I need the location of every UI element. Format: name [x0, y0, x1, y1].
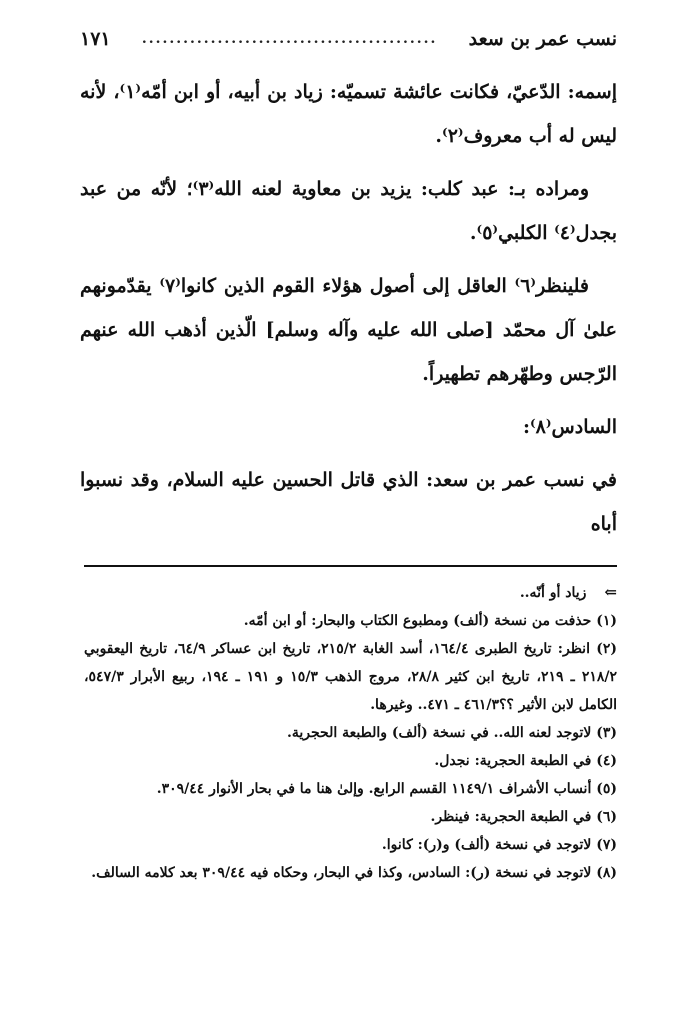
- footnotes: [84, 578, 617, 887]
- main-text: [80, 70, 617, 555]
- running-header: [80, 28, 617, 50]
- footnote-item: (١) حذفت من نسخة (ألف) ومطبوع الكتاب والبحار: أو ابن أمّه.: [243, 613, 617, 629]
- footnote-item: (٥) أنساب الأشراف ١١٤٩/١ القسم الرابع. وإلىٰ هنا ما في بحار الأنوار ٣٠٩/٤٤.: [156, 781, 617, 797]
- paragraph-4: في نسب عمر بن سعد: الذي قاتل الحسين عليه السلام، وقد نسبوا أباه: [80, 469, 617, 535]
- header-leader-dots: ...........................................: [141, 31, 438, 47]
- section-heading: السادس⁽٨⁾:: [522, 416, 617, 438]
- continuation-text: زياد أو أنّه..: [519, 585, 587, 601]
- footnote-divider: [84, 565, 617, 567]
- paragraph-2: ومراده بـ: عبد كلب: يزيد بن معاوية لعنه الله⁽٣⁾؛ لأنّه من عبد بجدل⁽٤⁾ الكلبي⁽٥⁾.: [80, 178, 617, 244]
- arrow-left-icon: ⇐: [604, 583, 617, 601]
- paragraph-3: فلينظر⁽٦⁾ العاقل إلى أصول هؤلاء القوم الذين كانوا⁽٧⁾ يقدّمونهم علىٰ آل محمّد [صلى الله عليه وآله وسلم] الّذين أذهب الله عنهم الرّجس وطهّرهم تطهيراً.: [80, 275, 617, 385]
- footnote-item: (٢) انظر: تاريخ الطبرى ١٦٤/٤، أسد الغابة ٢١٥/٢، تاريخ ابن عساكر ٦٤/٩، تاريخ اليعقوبي ٢١٨/٢ ـ ٢١٩، تاريخ ابن كثير ٢٨/٨، مروج الذهب ١٥/٣ و ١٩١ ـ ١٩٤، ربيع الأبرار ٥٤٧/٣، الكامل لابن الأثير ؟؟٤٦١/٣ ـ ٤٧١.. وغيرها.: [84, 641, 618, 713]
- header-title: نسب عمر بن سعد: [468, 28, 617, 50]
- footnote-continuation: [84, 578, 617, 607]
- page-number: ١٧١: [80, 28, 111, 50]
- paragraph-1: إسمه: الدّعيّ، فكانت عائشة تسميّه: زياد بن أبيه، أو ابن أمّه⁽١⁾، لأنه ليس له أب معروف⁽٢⁾.: [80, 81, 617, 147]
- footnote-item: (٨) لاتوجد في نسخة (ر): السادس، وكذا في البحار، وحكاه فيه ٣٠٩/٤٤ بعد كلامه السالف.: [91, 865, 617, 881]
- footnote-list: [84, 607, 617, 887]
- footnote-item: (٣) لاتوجد لعنه الله.. في نسخة (ألف) والطبعة الحجرية.: [287, 725, 617, 741]
- footnote-item: (٦) في الطبعة الحجرية: فينظر.: [430, 809, 617, 825]
- footnote-item: (٧) لاتوجد في نسخة (ألف) و(ر): كانوا.: [381, 837, 617, 853]
- footnote-item: (٤) في الطبعة الحجرية: نجدل.: [434, 753, 617, 769]
